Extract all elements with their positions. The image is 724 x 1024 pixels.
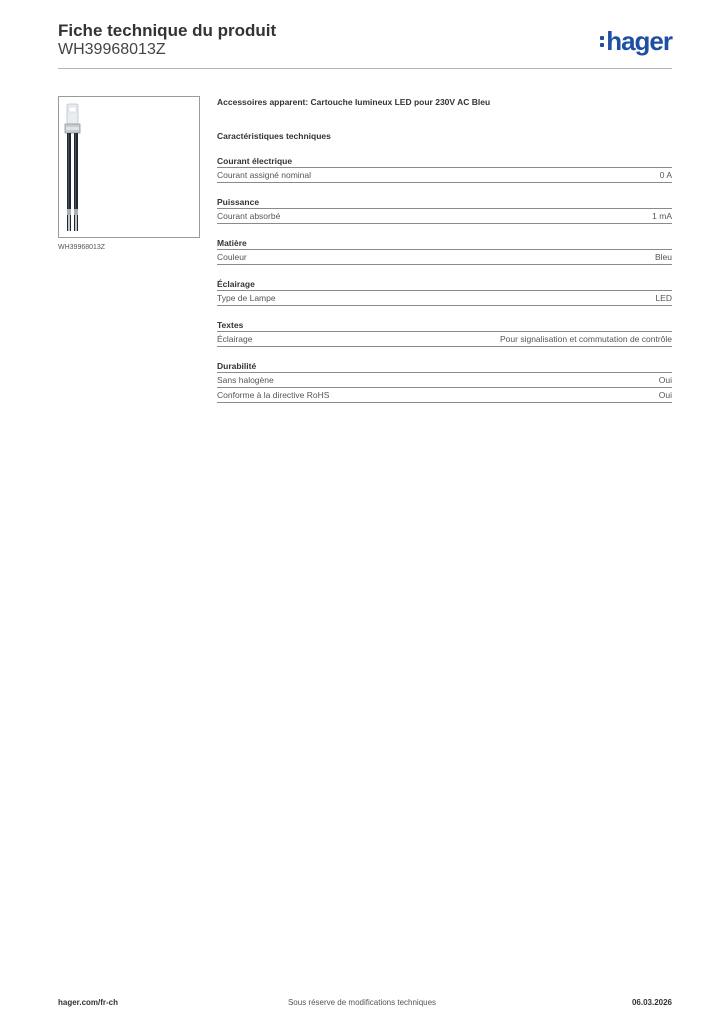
spec-value: 0 A: [659, 170, 672, 180]
spec-row: [217, 291, 672, 306]
specs-content: [217, 96, 672, 403]
led-cartridge-icon: [59, 97, 199, 237]
spec-section: [217, 319, 672, 347]
section-title: Matière: [217, 237, 672, 250]
spec-section: [217, 278, 672, 306]
spec-row: [217, 209, 672, 224]
specs-heading: Caractéristiques techniques: [217, 131, 331, 141]
spec-row: [217, 373, 672, 388]
spec-label: Courant absorbé: [217, 211, 281, 221]
header-divider: [58, 68, 672, 69]
spec-row: [217, 168, 672, 183]
spec-label: Sans halogène: [217, 375, 274, 385]
spec-row: [217, 388, 672, 403]
spec-label: Conforme à la directive RoHS: [217, 390, 330, 400]
section-title: Courant électrique: [217, 155, 672, 168]
spec-value: 1 mA: [652, 211, 672, 221]
logo-dots-icon: [600, 36, 604, 47]
logo-text: hager: [606, 26, 672, 56]
product-image-frame: [58, 96, 200, 238]
page-title: Fiche technique du produit: [58, 21, 277, 40]
spec-section: [217, 237, 672, 265]
hager-logo: [600, 26, 672, 56]
product-reference: WH39968013Z: [58, 41, 166, 58]
spec-label: Type de Lampe: [217, 293, 276, 303]
footer-website: hager.com/fr-ch: [58, 998, 119, 1007]
footer-notice: Sous réserve de modifications techniques: [287, 998, 437, 1007]
section-title: Puissance: [217, 196, 672, 209]
spec-value: Oui: [658, 375, 672, 385]
product-image-caption: WH39968013Z: [58, 244, 106, 251]
spec-section: [217, 360, 672, 403]
spec-label: Courant assigné nominal: [217, 170, 312, 180]
footer-date: 06.03.2026: [631, 998, 672, 1007]
section-title: Durabilité: [217, 360, 672, 373]
spec-section: [217, 155, 672, 183]
spec-label: Éclairage: [217, 334, 253, 344]
spec-value: Pour signalisation et commutation de contrôle: [500, 334, 672, 344]
section-title: Éclairage: [217, 278, 672, 291]
spec-row: [217, 250, 672, 265]
spec-section: [217, 196, 672, 224]
spec-value: LED: [655, 293, 672, 303]
section-title: Textes: [217, 319, 672, 332]
spec-value: Oui: [658, 390, 672, 400]
spec-label: Couleur: [217, 252, 247, 262]
spec-value: Bleu: [654, 252, 672, 262]
product-description: Accessoires apparent: Cartouche lumineux LED pour 230V AC Bleu: [217, 97, 491, 107]
spec-row: [217, 332, 672, 347]
